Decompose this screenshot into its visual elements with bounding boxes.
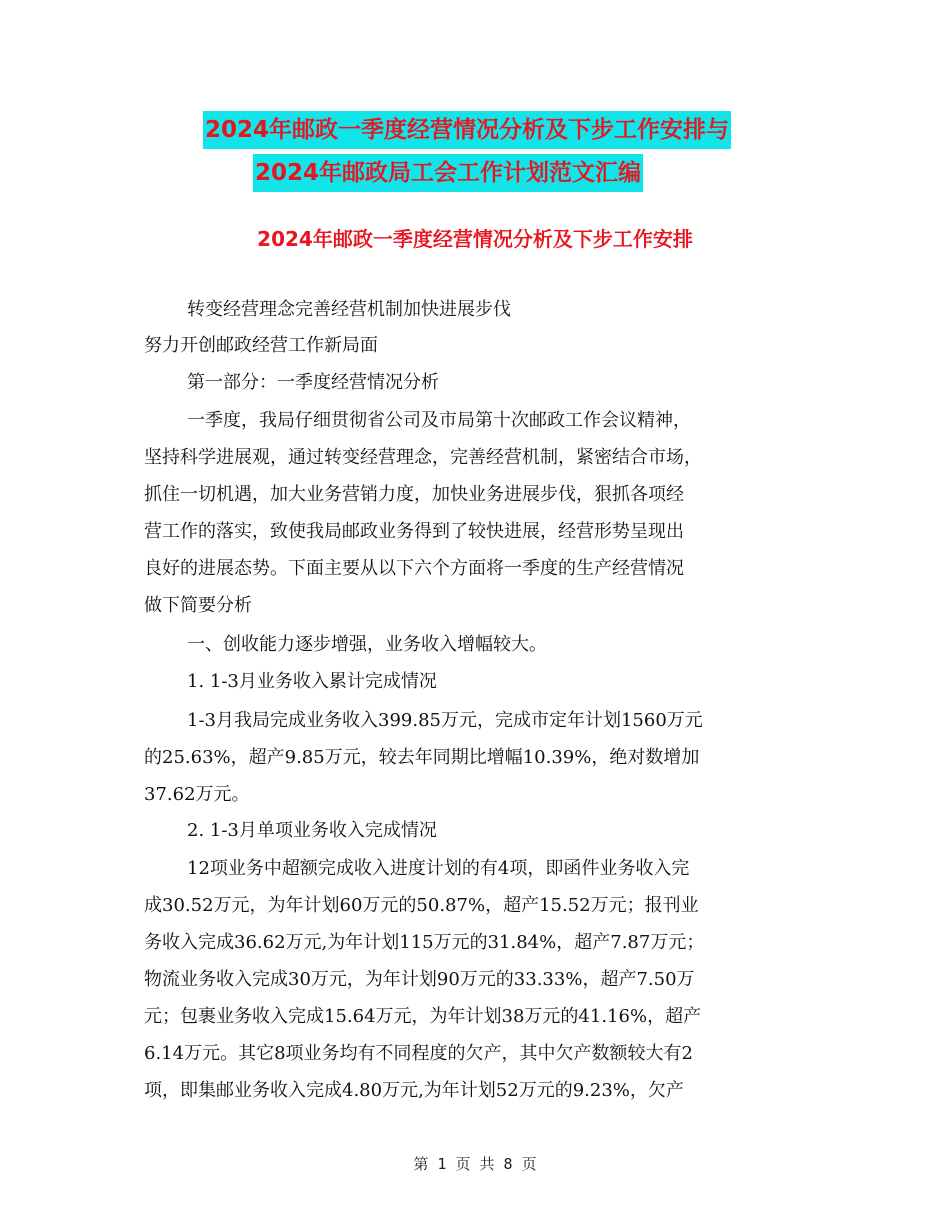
- section1-heading: 一、创收能力逐步增强，业务收入增幅较大。: [187, 634, 547, 655]
- section-title: 2024年邮政一季度经营情况分析及下步工作安排: [257, 227, 693, 251]
- sub2-line: 12项业务中超额完成收入进度计划的有4项，即函件业务收入完: [187, 858, 690, 879]
- sub2-line: 6.14万元。其它8项业务均有不同程度的欠产，其中欠产数额较大有2: [144, 1043, 693, 1064]
- intro-line: 一季度，我局仔细贯彻省公司及市局第十次邮政工作会议精神，: [187, 410, 691, 431]
- page-footer: 第 1 页 共 8 页: [413, 1155, 537, 1173]
- sub2-line: 务收入完成36.62万元,为年计划115万元的31.84%，超产7.87万元；: [144, 932, 705, 953]
- sub2-line: 成30.52万元，为年计划60万元的50.87%，超产15.52万元；报刊业: [144, 895, 699, 916]
- intro-line: 做下简要分析: [144, 595, 252, 616]
- slogan-line-2: 努力开创邮政经营工作新局面: [144, 335, 378, 356]
- sub1-line: 37.62万元。: [144, 784, 250, 805]
- sub2-heading: 2. 1-3月单项业务收入完成情况: [187, 820, 437, 841]
- intro-line: 良好的进展态势。下面主要从以下六个方面将一季度的生产经营情况: [144, 558, 684, 579]
- intro-line: 抓住一切机遇，加大业务营销力度，加快业务进展步伐，狠抓各项经: [144, 484, 684, 505]
- sub2-line: 元；包裹业务收入完成15.64万元，为年计划38万元的41.16%，超产: [144, 1006, 702, 1027]
- document-title-line-2: 2024年邮政局工会工作计划范文汇编: [253, 154, 643, 192]
- sub2-line: 物流业务收入完成30万元，为年计划90万元的33.33%，超产7.50万: [144, 969, 695, 990]
- sub1-line: 1-3月我局完成业务收入399.85万元，完成市定年计划1560万元: [187, 710, 703, 731]
- part1-heading: 第一部分：一季度经营情况分析: [187, 372, 439, 393]
- slogan-line-1: 转变经营理念完善经营机制加快进展步伐: [187, 299, 511, 320]
- sub1-heading: 1. 1-3月业务收入累计完成情况: [187, 671, 437, 692]
- intro-line: 营工作的落实，致使我局邮政业务得到了较快进展，经营形势呈现出: [144, 521, 684, 542]
- sub2-line: 项，即集邮业务收入完成4.80万元,为年计划52万元的9.23%，欠产: [144, 1080, 684, 1101]
- document-title-line-1: 2024年邮政一季度经营情况分析及下步工作安排与: [203, 111, 731, 149]
- sub1-line: 的25.63%，超产9.85万元，较去年同期比增幅10.39%，绝对数增加: [144, 747, 700, 768]
- intro-line: 坚持科学进展观，通过转变经营理念，完善经营机制，紧密结合市场，: [144, 447, 702, 468]
